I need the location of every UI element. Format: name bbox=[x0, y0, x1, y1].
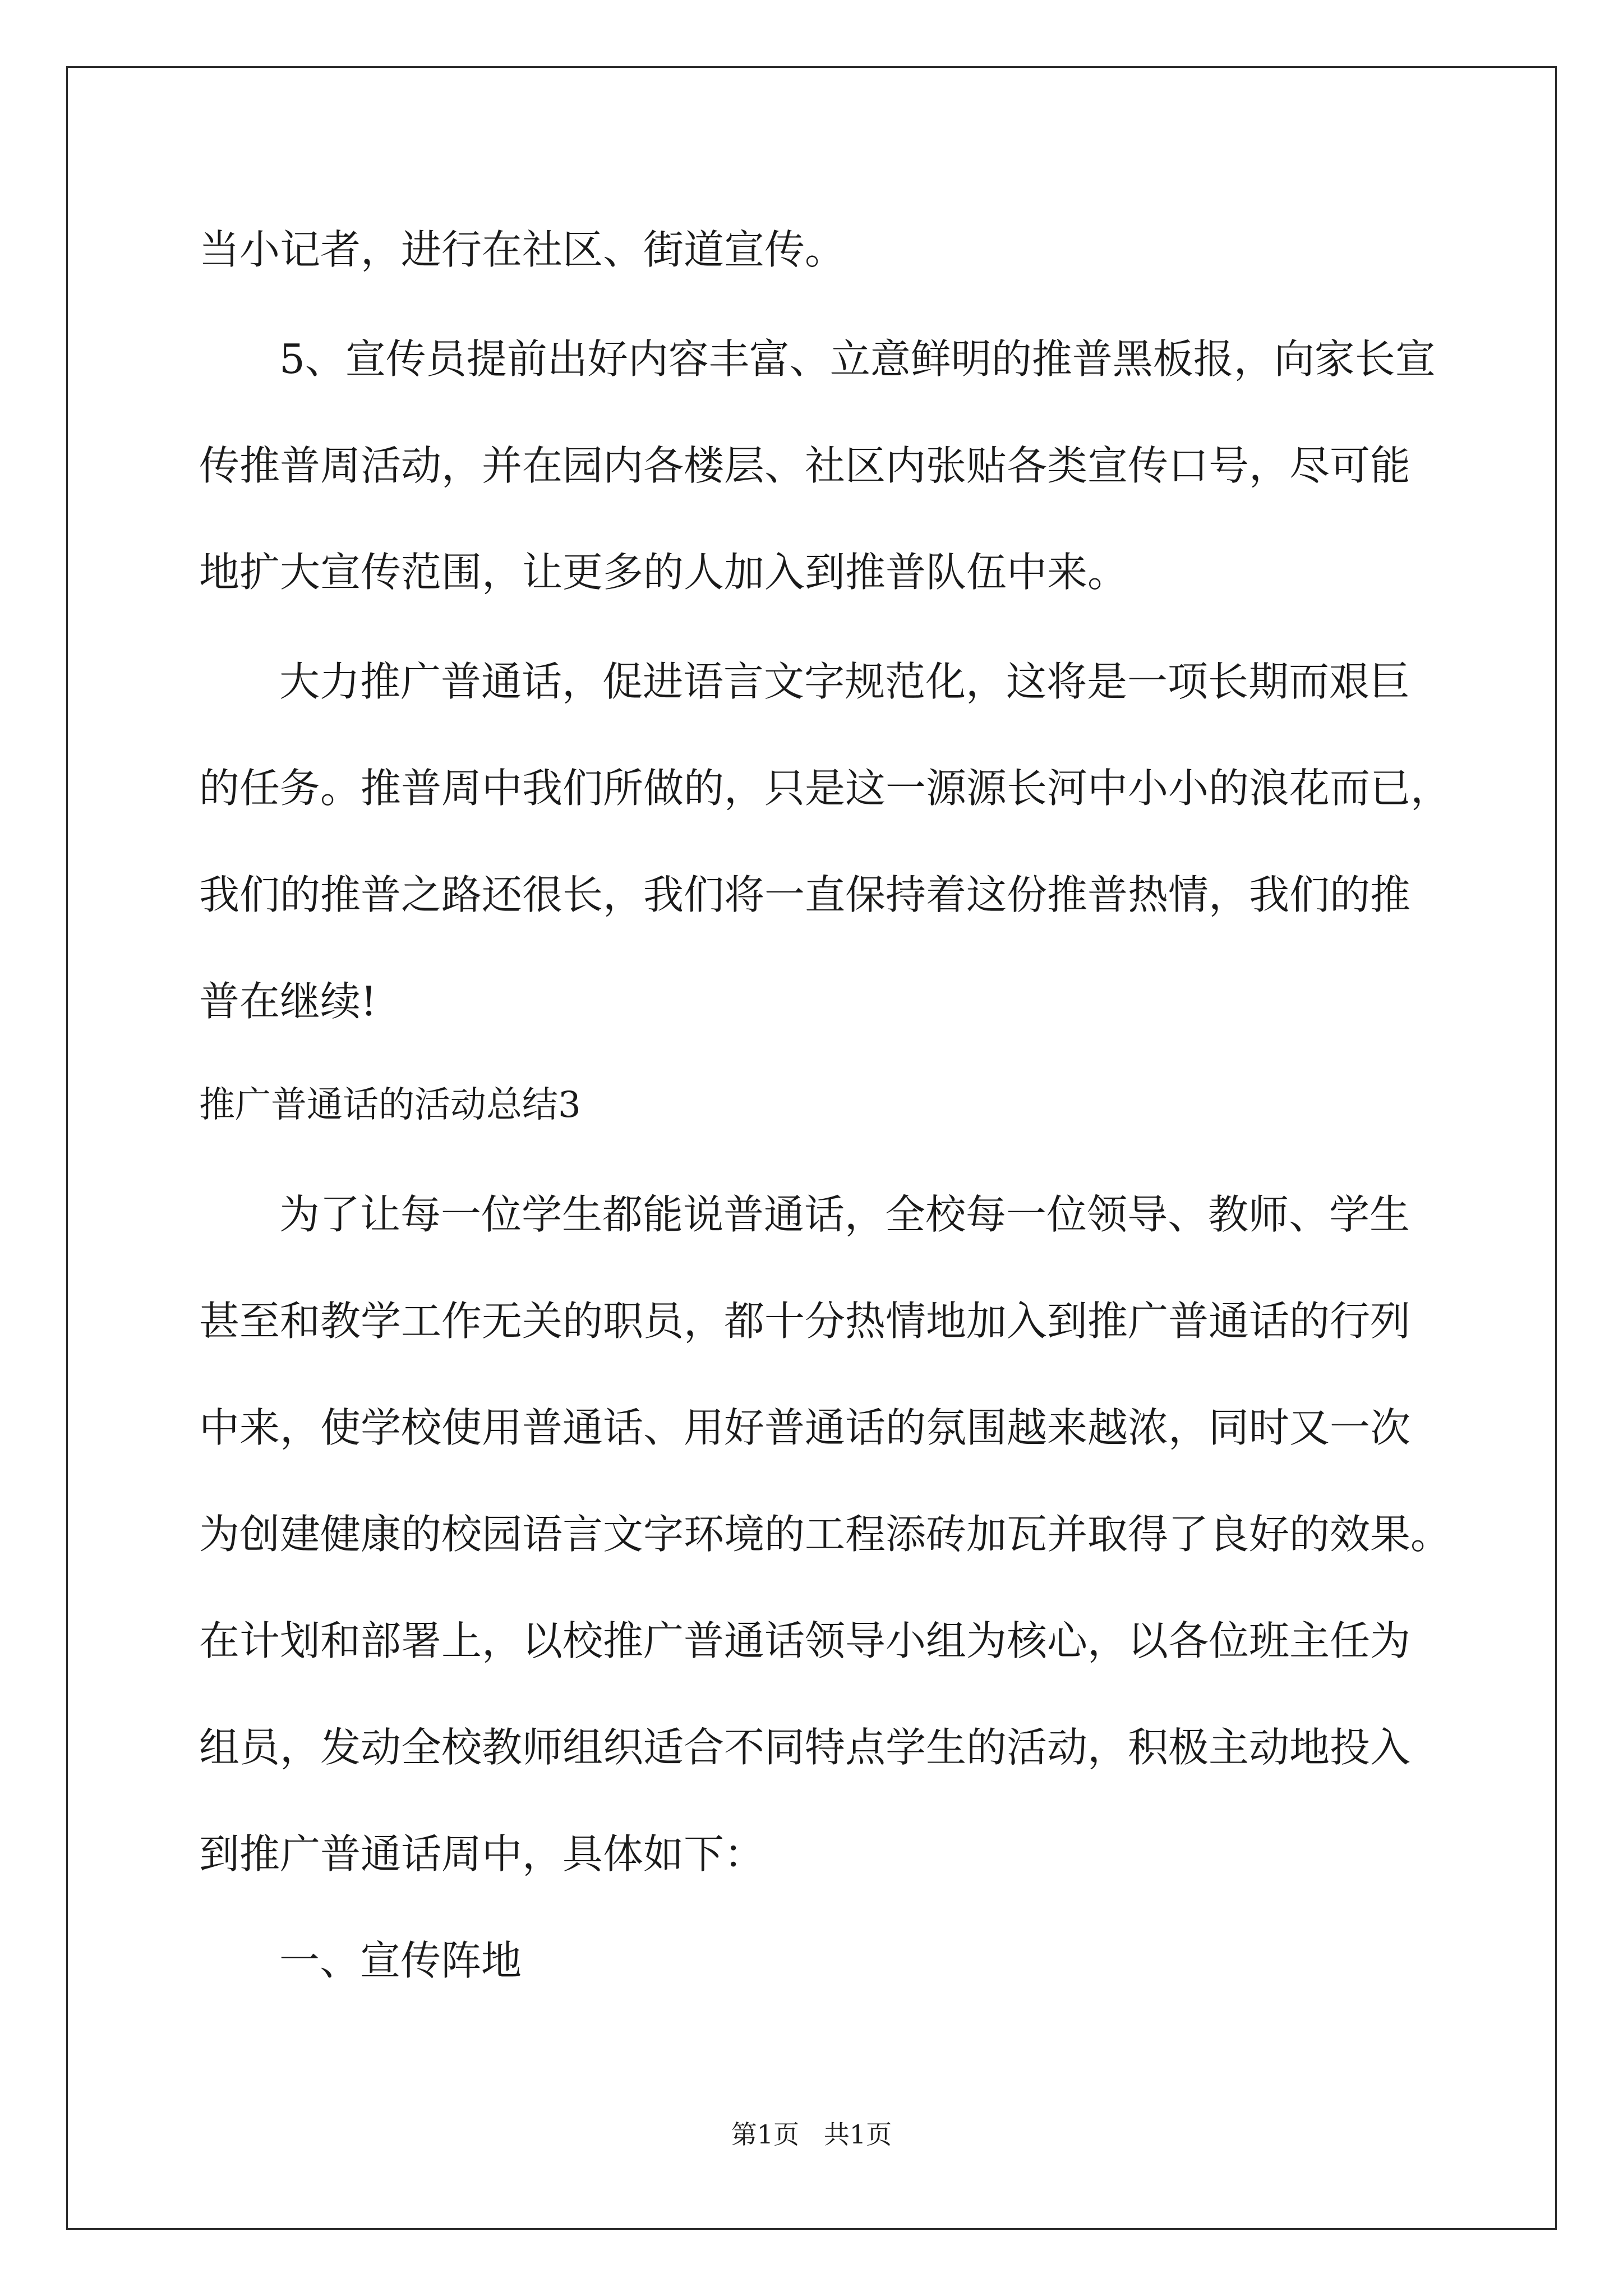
paragraph-line: 组员，发动全校教师组织适合不同特点学生的活动，积极主动地投入 bbox=[199, 1724, 1411, 1771]
paragraph-line: 到推广普通话周中，具体如下： bbox=[199, 1830, 765, 1878]
paragraph-line: 大力推广普通话，促进语言文字规范化，这将是一项长期而艰巨 bbox=[279, 658, 1410, 705]
paragraph-line: 中来，使学校使用普通话、用好普通话的氛围越来越浓，同时又一次 bbox=[199, 1404, 1411, 1451]
paragraph-line: 的任务。推普周中我们所做的，只是这一源源长河中小小的浪花而已， bbox=[199, 765, 1451, 812]
paragraph-line: 为创建健康的校园语言文字环境的工程添砖加瓦并取得了良好的效果。 bbox=[199, 1511, 1451, 1558]
paragraph-line: 在计划和部署上，以校推广普通话领导小组为核心，以各位班主任为 bbox=[199, 1617, 1411, 1664]
paragraph-line: 为了让每一位学生都能说普通话，全校每一位领导、教师、学生 bbox=[279, 1191, 1410, 1238]
paragraph-line: 5、宣传员提前出好内容丰富、立意鲜明的推普黑板报，向家长宣 bbox=[279, 335, 1436, 383]
page-number-footer: 第1页 共1页 bbox=[731, 2119, 892, 2150]
paragraph-line: 我们的推普之路还很长，我们将一直保持着这份推普热情，我们的推 bbox=[199, 871, 1411, 918]
page-border bbox=[66, 66, 1557, 2230]
paragraph-line: 普在继续! bbox=[199, 978, 377, 1025]
paragraph-line: 地扩大宣传范围，让更多的人加入到推普队伍中来。 bbox=[199, 549, 1128, 596]
section-heading: 推广普通话的活动总结3 bbox=[199, 1084, 581, 1126]
paragraph-line: 传推普周活动，并在园内各楼层、社区内张贴各类宣传口号，尽可能 bbox=[199, 442, 1411, 489]
subsection-heading: 一、宣传阵地 bbox=[279, 1937, 522, 1984]
paragraph-line: 甚至和教学工作无关的职员，都十分热情地加入到推广普通话的行列 bbox=[199, 1297, 1411, 1345]
paragraph-line: 当小记者，进行在社区、街道宣传。 bbox=[199, 226, 846, 273]
